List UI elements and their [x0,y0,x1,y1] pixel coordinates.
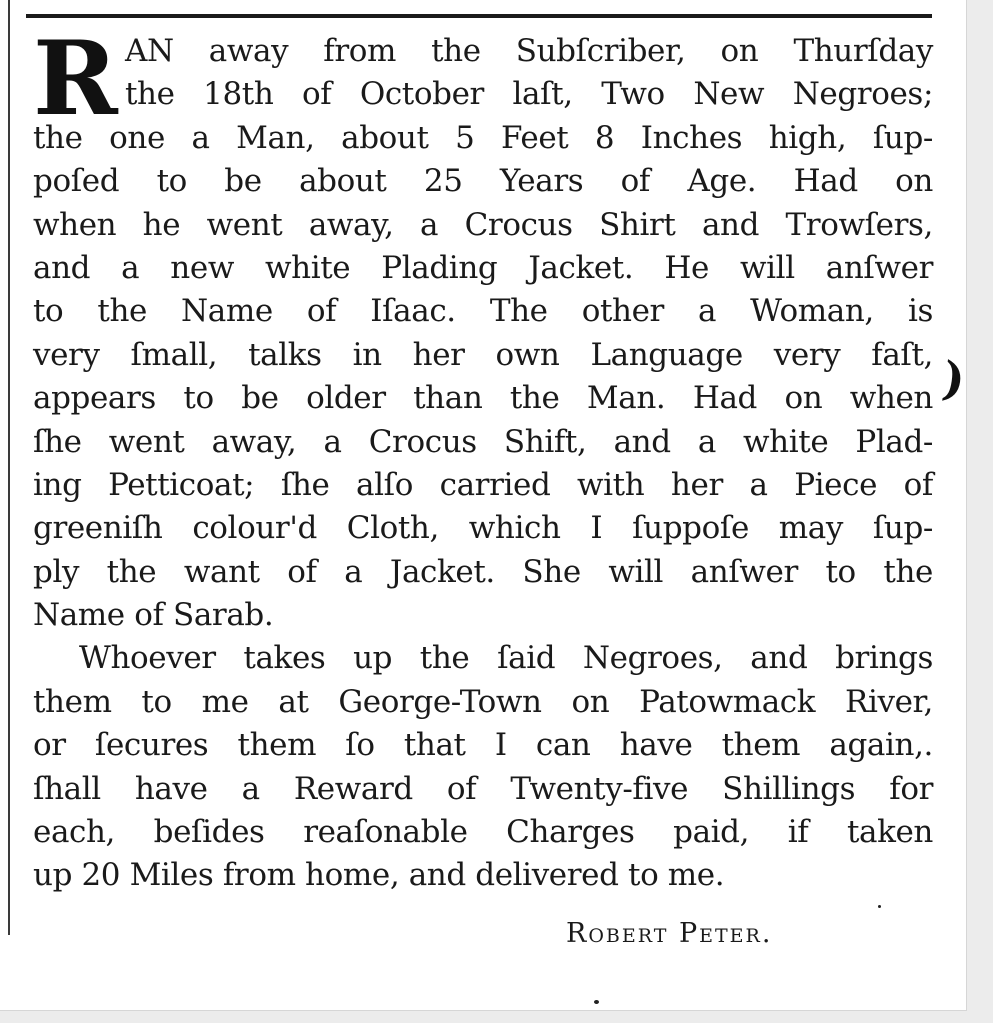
ad-line-15: Whoever takes up the ſaid Negroes, and brings [79,640,933,677]
ad-line-10: ſhe went away, a Crocus Shift, and a white Plad- [33,423,933,460]
ad-line-7: to the Name of Iſaac. The other a Woman, is [33,293,933,330]
ad-line-2: the 18th of October laſt, Two New Negroes; [125,76,933,113]
ad-line-8: very ſmall, talks in her own Language very faſt, [33,336,933,373]
margin-ink-mark: ) [939,350,969,408]
ad-line-1: AN away from the Subſcriber, on Thurſday [125,33,933,69]
ad-line-12: greeniſh colour'd Cloth, which I ſuppoſe may ſup- [33,510,933,547]
drop-cap: R [33,19,118,139]
ad-line-9: appears to be older than the Man. Had on when [33,380,933,417]
column-left-rule [8,0,10,935]
ad-line-17: or ſecures them ſo that I can have them again,. [33,727,933,764]
ad-line-19: each, beſides reaſonable Charges paid, if taken [33,814,933,851]
ad-line-20: up 20 Miles from home, and delivered to me. [33,857,725,894]
ad-line-18: ſhall have a Reward of Twenty-five Shillings for [33,770,933,807]
ad-line-14: Name of Sarab. [33,597,274,634]
ad-line-11: ing Petticoat; ſhe alſo carried with her a Piece of [33,466,933,503]
ad-line-16: them to me at George-Town on Patowmack River, [33,683,933,720]
runaway-advertisement [33,19,933,898]
ad-line-5: when he went away, a Crocus Shirt and Trowſers, [33,206,933,243]
signature: Robert Peter. [566,918,773,949]
column-top-rule [26,14,932,18]
ad-line-4: poſed to be about 25 Years of Age. Had on [33,163,933,200]
ad-line-3: the one a Man, about 5 Feet 8 Inches high, ſup- [33,119,933,156]
ink-speck [594,1000,599,1004]
ad-line-6: and a new white Plading Jacket. He will anſwer [33,249,933,286]
ink-speck [878,905,881,908]
ad-line-13: ply the want of a Jacket. She will anſwer to the [33,553,933,590]
